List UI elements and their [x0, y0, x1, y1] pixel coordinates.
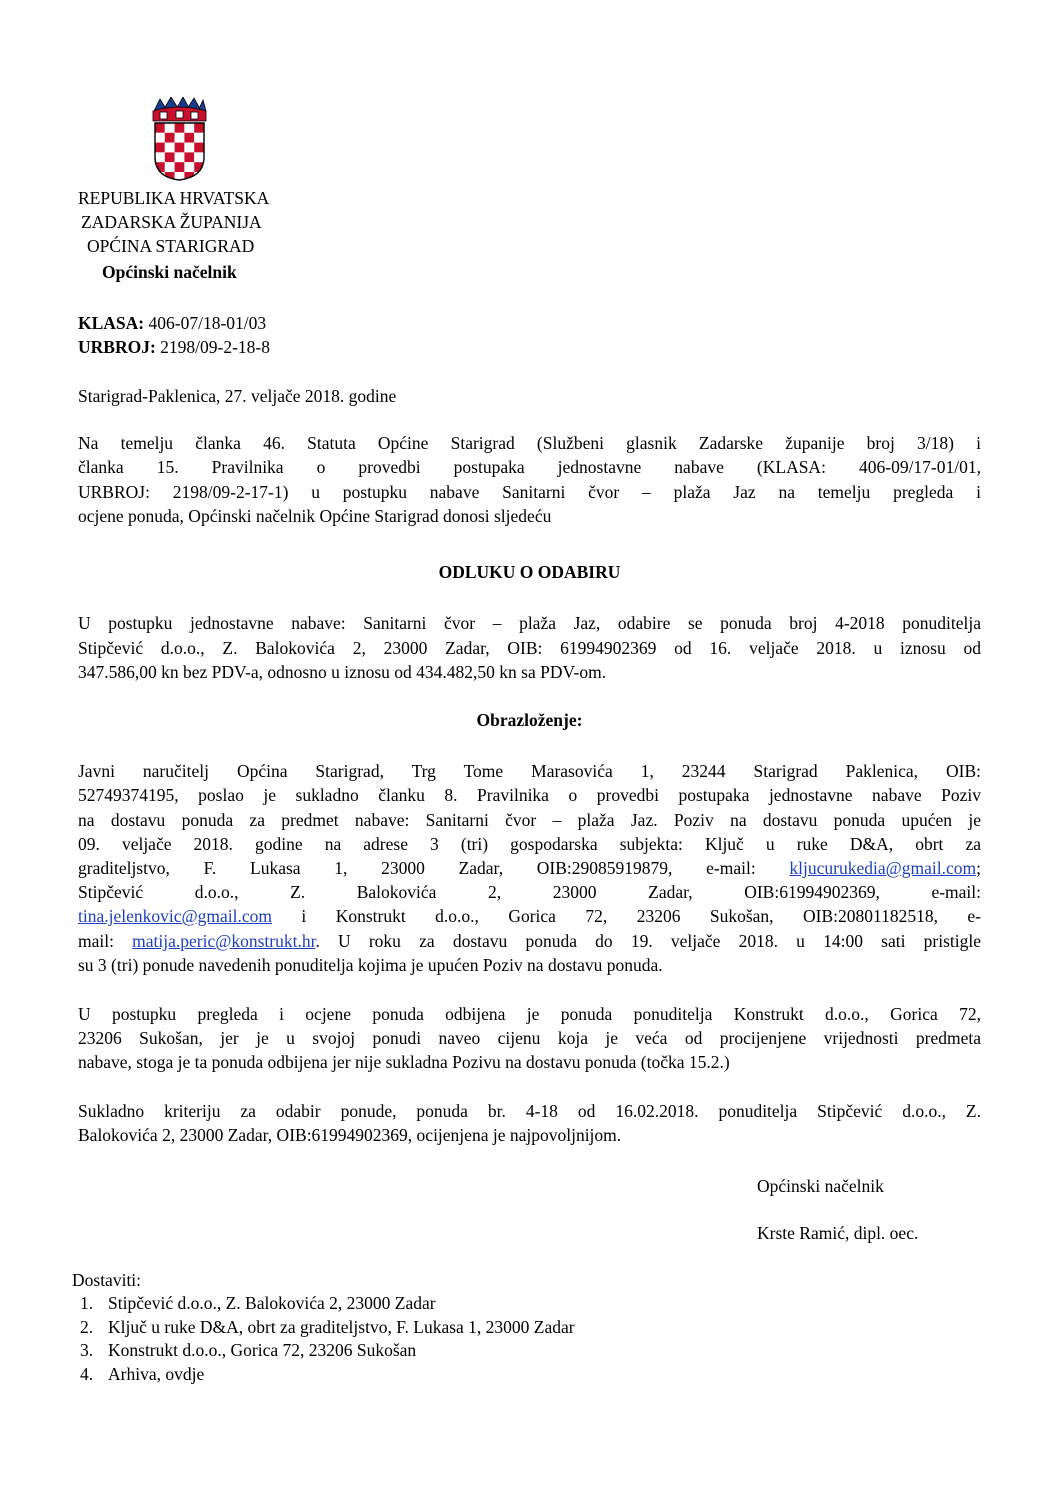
shield-square — [184, 143, 194, 153]
reasoning-line: na dostavu ponuda za predmet nabave: Sanitarni čvor – plaža Jaz. Poziv na dostavu ponuda upućen je — [78, 810, 981, 830]
shield-square — [165, 143, 175, 153]
decision-title: ODLUKU O ODABIRU — [438, 562, 621, 582]
shield-square — [194, 152, 204, 162]
list-item — [0, 1293, 700, 1315]
header-office: Općinski načelnik — [102, 262, 237, 282]
shield-square — [165, 162, 175, 172]
email-link-matija-peric[interactable]: matija.peric@konstrukt.hr — [132, 931, 316, 951]
list-item — [0, 1364, 700, 1386]
list-item-number: 1. — [80, 1293, 94, 1313]
shield-square — [155, 133, 165, 143]
shield-square — [165, 152, 175, 162]
rejection-line: U postupku pregleda i ocjene ponuda odbijena je ponuda ponuditelja Konstrukt d.o.o., Gorica 72, — [78, 1004, 981, 1024]
reasoning-line: su 3 (tri) ponude navedenih ponuditelja kojima je upućen Poziv na dostavu ponuda. — [78, 955, 663, 975]
croatian-coat-of-arms-icon — [150, 97, 208, 181]
urbroj-line — [78, 336, 270, 358]
reasoning-line — [78, 930, 981, 952]
intro-line: ocjene ponuda, Općinski načelnik Općine Starigrad donosi sljedeću — [78, 506, 552, 526]
reasoning-line: Stipčević d.o.o., Z. Balokovića 2, 23000 Zadar, OIB:61994902369, e-mail: — [78, 882, 981, 902]
shield-square — [194, 172, 204, 181]
list-item — [0, 1340, 700, 1362]
reasoning-text: ; — [976, 858, 981, 878]
decision-line: 347.586,00 kn bez PDV-a, odnosno u iznosu od 434.482,50 kn sa PDV-om. — [78, 662, 607, 682]
shield-square — [194, 143, 204, 153]
conclusion-line: Balokovića 2, 23000 Zadar, OIB:61994902369, ocijenjena je najpovoljnijom. — [78, 1125, 622, 1145]
reasoning-text: graditeljstvo, F. Lukasa 1, 23000 Zadar, OIB:29085919879, e-mail: — [78, 858, 790, 878]
reasoning-text: i Konstrukt d.o.o., Gorica 72, 23206 Sukošan, OIB:20801182518, e- — [271, 906, 981, 926]
signature-name: Krste Ramić, dipl. oec. — [757, 1223, 919, 1243]
list-item-number: 4. — [80, 1364, 94, 1384]
shield-square — [194, 123, 204, 133]
shield-square — [175, 133, 185, 143]
urbroj-label: URBROJ: — [78, 337, 156, 357]
delivery-heading: Dostaviti: — [72, 1270, 142, 1290]
rejection-line: 23206 Sukošan, jer je u svojoj ponudi naveo cijenu koja je veća od procijenjene vrijednosti predmeta — [78, 1028, 981, 1048]
list-item-number: 2. — [80, 1317, 94, 1337]
list-item-text: Arhiva, ovdje — [108, 1364, 205, 1384]
shield-square — [184, 123, 194, 133]
intro-line: Na temelju članka 46. Statuta Općine Starigrad (Službeni glasnik Zadarske županije broj 3/18) i — [78, 433, 981, 453]
conclusion-line: Sukladno kriteriju za odabir ponude, ponuda br. 4-18 od 16.02.2018. ponuditelja Stipčević d.o.o., Z. — [78, 1101, 981, 1121]
reasoning-line: 52749374195, poslao je sukladno članku 8. Pravilnika o provedbi postupaka jednostavne nabave Poziv — [78, 785, 981, 805]
header-county: ZADARSKA ŽUPANIJA — [81, 212, 262, 232]
email-link-tina-jelenkovic[interactable]: tina.jelenkovic@gmail.com — [78, 906, 272, 926]
shield-square — [184, 162, 194, 172]
reasoning-line — [78, 905, 981, 927]
reasoning-title: Obrazloženje: — [476, 710, 583, 730]
shield-square — [194, 133, 204, 143]
list-item-text: Ključ u ruke D&A, obrt za graditeljstvo, F. Lukasa 1, 23000 Zadar — [108, 1317, 575, 1337]
intro-line: URBROJ: 2198/09-2-17-1) u postupku nabave Sanitarni čvor – plaža Jaz na temelju pregleda i — [78, 482, 981, 502]
shield-square — [155, 123, 165, 133]
reasoning-line — [78, 857, 981, 879]
shield-square — [155, 172, 165, 181]
shield-square — [175, 123, 185, 133]
email-link-kljucurukedia[interactable]: kljucurukedia@gmail.com — [789, 858, 977, 878]
shield-square — [175, 162, 185, 172]
signature-title: Općinski načelnik — [757, 1176, 884, 1196]
shield-square — [184, 133, 194, 143]
shield-square — [175, 143, 185, 153]
shield-square — [155, 152, 165, 162]
decision-line: Stipčević d.o.o., Z. Balokovića 2, 23000 Zadar, OIB: 61994902369 od 16. veljače 2018. u iznosu od — [78, 638, 981, 658]
klasa-label: KLASA: — [78, 313, 145, 333]
list-item-text: Stipčević d.o.o., Z. Balokovića 2, 23000 Zadar — [108, 1293, 436, 1313]
klasa-line — [78, 312, 266, 334]
shield-square — [155, 143, 165, 153]
shield-square — [184, 152, 194, 162]
reasoning-line: 09. veljače 2018. godine na adrese 3 (tri) gospodarska subjekta: Ključ u ruke D&A, obrt za — [78, 834, 981, 854]
shield-square — [165, 133, 175, 143]
reasoning-text: . U roku za dostavu ponuda do 19. veljače 2018. u 14:00 sati pristigle — [315, 931, 981, 951]
list-item — [0, 1317, 700, 1339]
urbroj-value: 2198/09-2-18-8 — [155, 337, 271, 357]
header-municipality: OPĆINA STARIGRAD — [87, 236, 255, 256]
list-item-number: 3. — [80, 1340, 94, 1360]
header-republic: REPUBLIKA HRVATSKA — [78, 188, 270, 208]
reasoning-line: Javni naručitelj Općina Starigrad, Trg Tome Marasovića 1, 23244 Starigrad Paklenica, OIB: — [78, 761, 981, 781]
intro-line: članka 15. Pravilnika o provedbi postupaka jednostavne nabave (KLASA: 406-09/17-01/01, — [78, 457, 981, 477]
date-line: Starigrad-Paklenica, 27. veljače 2018. godine — [78, 386, 397, 406]
klasa-value: 406-07/18-01/03 — [144, 313, 267, 333]
reasoning-text: mail: — [78, 931, 133, 951]
shield-square — [175, 152, 185, 162]
shield-square — [165, 123, 175, 133]
list-item-text: Konstrukt d.o.o., Gorica 72, 23206 Sukošan — [108, 1340, 417, 1360]
rejection-line: nabave, stoga je ta ponuda odbijena jer nije sukladna Pozivu na dostavu ponuda (točka 15.2.) — [78, 1052, 730, 1072]
decision-line: U postupku jednostavne nabave: Sanitarni čvor – plaža Jaz, odabire se ponuda broj 4-2018 ponuditelja — [78, 613, 981, 633]
